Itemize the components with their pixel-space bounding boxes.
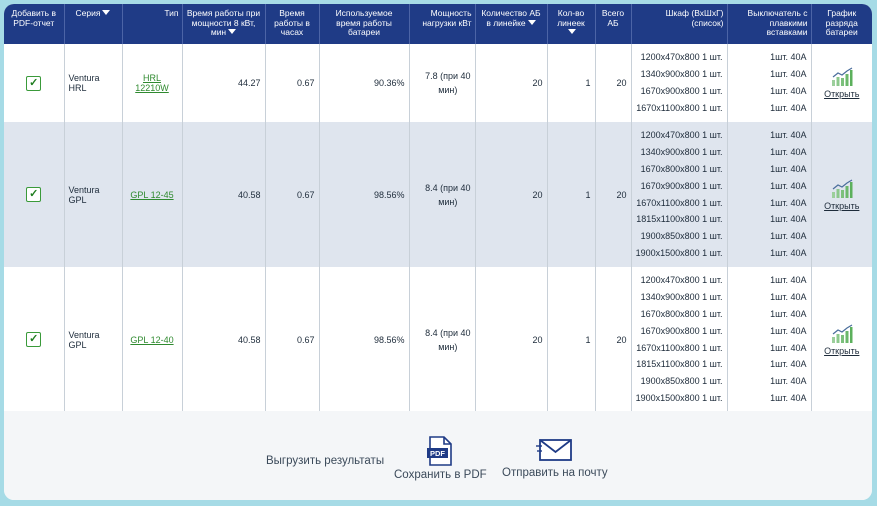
cell-series: Ventura GPL [64, 122, 122, 267]
cabinet-item: 1200x470x800 1 шт. [640, 275, 723, 286]
cell-chart [811, 267, 872, 412]
breaker-item: 1шт. 40A [770, 231, 807, 242]
col-total [595, 4, 631, 44]
col-load [409, 4, 475, 44]
cell-total: 20 [595, 267, 631, 412]
cell-lines: 1 [547, 44, 595, 122]
cell-hours: 0.67 [265, 44, 319, 122]
col-total-label: Всего АБ [601, 8, 625, 28]
load-line-1: 8.4 (при 40 [425, 327, 471, 338]
col-used-time-label: Используемое время работы батареи [335, 8, 393, 37]
cell-cabinets [631, 44, 727, 122]
col-runtime-label: Время работы при мощности 8 кВт, мин [186, 8, 261, 37]
cell-add-pdf [4, 122, 64, 267]
bar-chart-icon[interactable] [831, 179, 853, 199]
col-hours [265, 4, 319, 44]
checkbox-checked-icon[interactable]: ✓ [26, 187, 41, 202]
sort-caret-icon[interactable] [568, 29, 576, 34]
breaker-item: 1шт. 40A [770, 275, 807, 286]
checkbox-checked-icon[interactable]: ✓ [26, 76, 41, 91]
col-type-label: Тип [164, 8, 179, 18]
breaker-item: 1шт. 40A [770, 392, 807, 403]
cabinet-item: 1815x1100x800 1 шт. [636, 214, 723, 225]
cell-cabinets [631, 122, 727, 267]
cell-hours: 0.67 [265, 122, 319, 267]
cell-runtime: 40.58 [182, 122, 265, 267]
table-row [4, 44, 872, 122]
cell-breakers [727, 44, 811, 122]
cabinet-item: 1670x900x800 1 шт. [640, 86, 723, 96]
open-chart-link[interactable]: Открыть [824, 200, 860, 211]
col-series[interactable] [64, 4, 122, 44]
breaker-item: 1шт. 40A [770, 163, 807, 174]
cell-lines: 1 [547, 267, 595, 412]
cell-type [122, 267, 182, 412]
cell-load [409, 122, 475, 267]
breaker-item: 1шт. 40A [770, 102, 807, 113]
export-results-label: Выгрузить результаты [266, 455, 385, 467]
col-add-pdf-label: Добавить в PDF-отчет [11, 8, 56, 28]
open-chart-link[interactable]: Открыть [824, 89, 860, 99]
cell-series: Ventura GPL [64, 267, 122, 412]
save-pdf-label: Сохранить в PDF [394, 469, 487, 481]
pdf-file-icon [426, 436, 454, 466]
cabinet-item: 1670x1100x800 1 шт. [636, 102, 723, 113]
table-header [4, 4, 872, 44]
col-cabinet-label: Шкаф (ВхШхГ) (список) [665, 8, 724, 28]
col-cabinet [631, 4, 727, 44]
col-add-pdf [4, 4, 64, 44]
col-used-time [319, 4, 409, 44]
sort-caret-icon[interactable] [528, 20, 536, 25]
cabinet-item: 1200x470x800 1 шт. [640, 130, 723, 141]
cabinet-item: 1670x800x800 1 шт. [640, 163, 723, 174]
breaker-item: 1шт. 40A [770, 308, 807, 319]
results-card [4, 4, 872, 500]
cabinet-item: 1670x1100x800 1 шт. [636, 197, 723, 208]
breaker-item: 1шт. 40A [770, 86, 807, 96]
cabinet-item: 1670x1100x800 1 шт. [636, 342, 723, 353]
load-line-1: 8.4 (при 40 [425, 182, 471, 193]
load-line-1: 7.8 (при 40 [425, 71, 471, 81]
col-breaker [727, 4, 811, 44]
breaker-item: 1шт. 40A [770, 69, 807, 80]
cell-used: 90.36% [319, 44, 409, 122]
col-load-label: Мощность нагрузки кВт [422, 8, 472, 28]
send-mail-label: Отправить на почту [502, 467, 608, 479]
cell-type [122, 122, 182, 267]
cabinet-item: 1340x900x800 1 шт. [640, 69, 723, 80]
breaker-item: 1шт. 40A [770, 147, 807, 158]
cell-chart [811, 44, 872, 122]
cabinet-item: 1900x850x800 1 шт. [640, 376, 723, 387]
col-count-label: Количество АБ в линейке [481, 8, 541, 28]
cabinet-item: 1340x900x800 1 шт. [640, 292, 723, 303]
cell-count: 20 [475, 267, 547, 412]
sort-caret-icon[interactable] [228, 29, 236, 34]
sort-caret-icon[interactable] [102, 10, 110, 15]
col-lines[interactable] [547, 4, 595, 44]
breaker-item: 1шт. 40A [770, 325, 807, 336]
open-chart-link[interactable]: Открыть [824, 345, 860, 356]
cabinet-item: 1200x470x800 1 шт. [640, 52, 723, 63]
pdf-badge-text: PDF [430, 449, 446, 458]
cabinet-item: 1340x900x800 1 шт. [640, 147, 723, 158]
breaker-item: 1шт. 40A [770, 342, 807, 353]
send-mail-button[interactable] [502, 436, 608, 479]
cell-count: 20 [475, 44, 547, 122]
cell-type [122, 44, 182, 122]
cabinet-item: 1670x800x800 1 шт. [640, 308, 723, 319]
col-lines-label: Кол-во линеек [557, 8, 585, 28]
cell-runtime: 40.58 [182, 267, 265, 412]
table-row [4, 267, 872, 412]
cell-lines: 1 [547, 122, 595, 267]
cell-breakers [727, 267, 811, 412]
cell-used: 98.56% [319, 267, 409, 412]
table-row [4, 122, 872, 267]
save-pdf-button[interactable] [394, 436, 487, 481]
cabinet-item: 1670x900x800 1 шт. [640, 180, 723, 191]
cell-add-pdf [4, 44, 64, 122]
cell-chart [811, 122, 872, 267]
cell-breakers [727, 122, 811, 267]
cell-runtime: 44.27 [182, 44, 265, 122]
cell-series: Ventura HRL [64, 44, 122, 122]
footer-actions [4, 411, 872, 500]
cell-cabinets [631, 267, 727, 412]
col-breaker-label: Выключатель с плавкими вставками [747, 8, 808, 37]
bar-chart-icon[interactable] [831, 324, 853, 344]
cell-hours: 0.67 [265, 267, 319, 412]
breaker-item: 1шт. 40A [770, 52, 807, 63]
cell-used: 98.56% [319, 122, 409, 267]
col-type [122, 4, 182, 44]
envelope-icon [536, 436, 574, 464]
col-chart-label: График разряда батареи [825, 8, 858, 37]
col-hours-label: Время работы в часах [274, 8, 310, 37]
type-link[interactable]: HRL 12210W [135, 73, 169, 93]
cell-total: 20 [595, 44, 631, 122]
cabinet-item: 1900x1500x800 1 шт. [635, 392, 723, 403]
breaker-item: 1шт. 40A [770, 130, 807, 141]
load-line-2: мин) [438, 341, 458, 352]
type-link[interactable]: GPL 12-45 [130, 189, 174, 200]
col-chart [811, 4, 872, 44]
results-table [4, 4, 872, 412]
breaker-item: 1шт. 40A [770, 214, 807, 225]
cell-count: 20 [475, 122, 547, 267]
breaker-item: 1шт. 40A [770, 197, 807, 208]
breaker-item: 1шт. 40A [770, 180, 807, 191]
cell-add-pdf [4, 267, 64, 412]
col-series-label: Серия [75, 8, 101, 18]
cell-total: 20 [595, 122, 631, 267]
col-count[interactable] [475, 4, 547, 44]
cabinet-item: 1815x1100x800 1 шт. [636, 359, 723, 370]
cabinet-item: 1670x900x800 1 шт. [640, 325, 723, 336]
breaker-item: 1шт. 40A [770, 376, 807, 387]
cabinet-item: 1900x1500x800 1 шт. [635, 247, 723, 258]
breaker-item: 1шт. 40A [770, 359, 807, 370]
col-runtime[interactable] [182, 4, 265, 44]
breaker-item: 1шт. 40A [770, 247, 807, 258]
cell-load [409, 267, 475, 412]
load-line-2: мин) [438, 196, 458, 207]
bar-chart-icon[interactable] [831, 67, 853, 87]
checkbox-checked-icon[interactable]: ✓ [26, 332, 41, 347]
cabinet-item: 1900x850x800 1 шт. [640, 231, 723, 242]
breaker-item: 1шт. 40A [770, 292, 807, 303]
load-line-2: мин) [438, 85, 458, 95]
cell-load [409, 44, 475, 122]
type-link[interactable]: GPL 12-40 [130, 334, 174, 345]
